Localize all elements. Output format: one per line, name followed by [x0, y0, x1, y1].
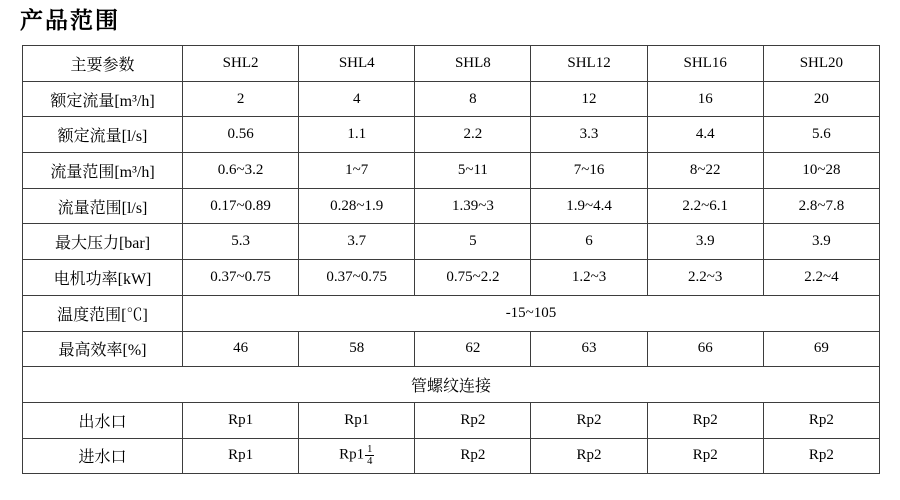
value-cell: 0.28~1.9 — [299, 188, 415, 224]
value-cell: 0.37~0.75 — [299, 260, 415, 296]
product-range-table — [22, 45, 880, 474]
stacked-fraction — [365, 444, 374, 467]
model-header: SHL20 — [763, 46, 879, 82]
table-row — [23, 153, 880, 189]
value-cell: 0.37~0.75 — [183, 260, 299, 296]
value-cell: Rp2 — [531, 438, 647, 474]
value-cell: 7~16 — [531, 153, 647, 189]
value-cell: 5.3 — [183, 224, 299, 260]
value-cell: Rp1 — [183, 438, 299, 474]
model-header: SHL4 — [299, 46, 415, 82]
section-header-cell: 管螺纹连接 — [23, 367, 880, 403]
value-cell: 4.4 — [647, 117, 763, 153]
value-cell: 2.2 — [415, 117, 531, 153]
value-cell: 3.9 — [763, 224, 879, 260]
value-cell: 1.1 — [299, 117, 415, 153]
value-cell: 1.2~3 — [531, 260, 647, 296]
value-cell: Rp2 — [647, 438, 763, 474]
param-label: 额定流量[m³/h] — [23, 81, 183, 117]
value-cell: 4 — [299, 81, 415, 117]
value-cell: Rp1 — [299, 402, 415, 438]
value-cell: 5.6 — [763, 117, 879, 153]
table-row — [23, 331, 880, 367]
value-cell: 8~22 — [647, 153, 763, 189]
model-header: SHL12 — [531, 46, 647, 82]
value-cell: 46 — [183, 331, 299, 367]
value-cell: 1.39~3 — [415, 188, 531, 224]
value-cell: 69 — [763, 331, 879, 367]
table-row — [23, 81, 880, 117]
value-cell: Rp2 — [415, 438, 531, 474]
param-label: 最高效率[%] — [23, 331, 183, 367]
value-cell: 63 — [531, 331, 647, 367]
value-cell: 0.17~0.89 — [183, 188, 299, 224]
value-cell: 2.2~6.1 — [647, 188, 763, 224]
fraction-prefix: Rp1 — [339, 446, 365, 463]
value-cell: 3.3 — [531, 117, 647, 153]
value-cell: 0.6~3.2 — [183, 153, 299, 189]
value-cell: 2.8~7.8 — [763, 188, 879, 224]
value-cell: 10~28 — [763, 153, 879, 189]
table-row — [23, 224, 880, 260]
model-header: SHL16 — [647, 46, 763, 82]
merged-value-cell: -15~105 — [183, 295, 880, 331]
table-row — [23, 295, 880, 331]
page-title: 产品范围 — [20, 7, 120, 33]
table-row — [23, 188, 880, 224]
value-cell: 2.2~3 — [647, 260, 763, 296]
table-row — [23, 438, 880, 474]
param-label: 进水口 — [23, 438, 183, 474]
value-cell: 5~11 — [415, 153, 531, 189]
value-cell: 12 — [531, 81, 647, 117]
fraction-denominator: 4 — [367, 456, 373, 468]
value-cell: 2 — [183, 81, 299, 117]
table-row — [23, 367, 880, 403]
param-label: 电机功率[kW] — [23, 260, 183, 296]
param-label: 流量范围[l/s] — [23, 188, 183, 224]
value-cell: 2.2~4 — [763, 260, 879, 296]
value-cell: 5 — [415, 224, 531, 260]
value-cell: 3.9 — [647, 224, 763, 260]
param-label: 温度范围[℃] — [23, 295, 183, 331]
value-cell: 58 — [299, 331, 415, 367]
table-row — [23, 117, 880, 153]
param-column-header: 主要参数 — [23, 46, 183, 82]
value-cell: Rp1 — [183, 402, 299, 438]
value-cell — [299, 438, 415, 474]
table-head-row — [23, 46, 880, 82]
value-cell: 8 — [415, 81, 531, 117]
fraction-numerator: 1 — [367, 444, 373, 456]
value-cell: 6 — [531, 224, 647, 260]
value-cell: 0.75~2.2 — [415, 260, 531, 296]
param-label: 额定流量[l/s] — [23, 117, 183, 153]
value-cell: 66 — [647, 331, 763, 367]
table-body — [23, 81, 880, 474]
value-cell: 62 — [415, 331, 531, 367]
value-cell: Rp2 — [763, 438, 879, 474]
value-cell: 0.56 — [183, 117, 299, 153]
value-cell: 1~7 — [299, 153, 415, 189]
model-header: SHL8 — [415, 46, 531, 82]
param-label: 流量范围[m³/h] — [23, 153, 183, 189]
param-label: 出水口 — [23, 402, 183, 438]
value-cell: Rp2 — [763, 402, 879, 438]
value-cell: 20 — [763, 81, 879, 117]
value-cell: 16 — [647, 81, 763, 117]
param-label: 最大压力[bar] — [23, 224, 183, 260]
value-cell: 3.7 — [299, 224, 415, 260]
model-header: SHL2 — [183, 46, 299, 82]
table-row — [23, 402, 880, 438]
table-row — [23, 260, 880, 296]
value-cell: Rp2 — [531, 402, 647, 438]
value-cell: 1.9~4.4 — [531, 188, 647, 224]
value-cell: Rp2 — [415, 402, 531, 438]
value-cell: Rp2 — [647, 402, 763, 438]
